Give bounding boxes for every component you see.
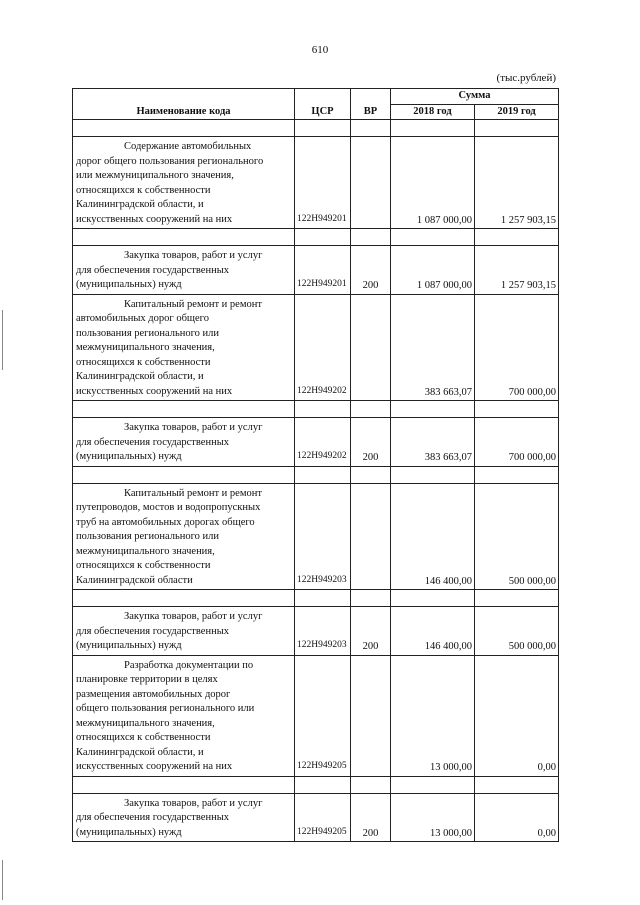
csr-cell: 122Н949201 — [295, 246, 351, 295]
spacer-cell — [73, 776, 295, 793]
spacer-cell — [475, 776, 559, 793]
sum-2019-cell: 0,00 — [475, 793, 559, 842]
sum-2019-cell: 1 257 903,15 — [475, 137, 559, 229]
code-name-line: относящихся к собственности — [76, 184, 211, 196]
csr-cell: 122Н949205 — [295, 793, 351, 842]
sum-2018-cell: 13 000,00 — [391, 793, 475, 842]
units-label: (тыс.рублей) — [496, 72, 556, 84]
spacer-row — [73, 120, 559, 137]
spacer-cell — [295, 776, 351, 793]
code-name-line: Калининградской области, и — [76, 199, 204, 210]
sum-2018-cell: 146 400,00 — [391, 483, 475, 590]
header-2019: 2019 год — [475, 104, 559, 120]
spacer-cell — [295, 466, 351, 483]
sum-2019-cell: 700 000,00 — [475, 418, 559, 467]
spacer-row — [73, 466, 559, 483]
spacer-cell — [351, 466, 391, 483]
spacer-cell — [351, 776, 391, 793]
sum-2019-cell: 500 000,00 — [475, 607, 559, 656]
sum-2018-cell: 1 087 000,00 — [391, 246, 475, 295]
header-vr: ВР — [351, 89, 391, 120]
spacer-cell — [391, 466, 475, 483]
code-name-line: пользования регионального или — [76, 531, 220, 542]
budget-table — [72, 88, 559, 842]
table-row — [73, 246, 559, 295]
code-name-line: Содержание автомобильных — [124, 141, 252, 152]
spacer-cell — [475, 401, 559, 418]
vr-cell: 200 — [351, 607, 391, 656]
spacer-cell — [391, 120, 475, 137]
spacer-cell — [295, 120, 351, 137]
table-body — [73, 120, 559, 842]
csr-cell: 122Н949202 — [295, 294, 351, 401]
header-name: Наименование кода — [73, 89, 295, 120]
code-name-line: автомобильных дорог общего — [76, 313, 209, 324]
csr-cell: 122Н949203 — [295, 483, 351, 590]
header-sum: Сумма — [391, 89, 559, 105]
table-row — [73, 137, 559, 229]
table-row — [73, 655, 559, 776]
sum-2018-cell: 383 663,07 — [391, 418, 475, 467]
spacer-cell — [73, 229, 295, 246]
code-name-line: Закупка товаров, работ и услуг — [124, 250, 263, 261]
spacer-cell — [475, 120, 559, 137]
spacer-cell — [295, 229, 351, 246]
spacer-cell — [351, 120, 391, 137]
code-name-line: планировке территории в целях — [76, 674, 218, 685]
code-name-cell — [73, 418, 295, 467]
code-name-line: относящихся к собственности — [76, 732, 211, 743]
code-name-line: Закупка товаров, работ и услуг — [124, 611, 263, 622]
sum-2018-cell: 146 400,00 — [391, 607, 475, 656]
vr-cell — [351, 294, 391, 401]
sum-2018-cell: 13 000,00 — [391, 655, 475, 776]
code-name-line: Капитальный ремонт и ремонт — [124, 298, 262, 310]
code-name-line: Капитальный ремонт и ремонт — [124, 487, 262, 499]
spacer-cell — [73, 120, 295, 137]
spacer-cell — [475, 229, 559, 246]
spacer-cell — [73, 466, 295, 483]
page-number: 610 — [311, 44, 329, 56]
spacer-cell — [391, 776, 475, 793]
code-name-cell — [73, 246, 295, 295]
code-name-line: искусственных сооружений на них — [76, 761, 233, 772]
code-name-line: труб на автомобильных дорогах общего — [76, 516, 255, 528]
code-name-line: для обеспечения государственных — [76, 812, 229, 823]
table-row — [73, 483, 559, 590]
table-row — [73, 793, 559, 842]
code-name-line: общего пользования регионального или — [76, 703, 255, 714]
spacer-cell — [351, 401, 391, 418]
spacer-cell — [475, 590, 559, 607]
code-name-line: межмуниципального значения, — [76, 342, 215, 353]
spacer-cell — [73, 590, 295, 607]
code-name-cell — [73, 483, 295, 590]
code-name-line: (муниципальных) нужд — [76, 451, 182, 462]
code-name-line: межмуниципального значения, — [76, 545, 215, 557]
code-name-line: относящихся к собственности — [76, 356, 211, 368]
code-name-line: пользования регионального или — [76, 327, 220, 339]
spacer-cell — [391, 229, 475, 246]
code-name-line: путепроводов, мостов и водопропускных — [76, 502, 261, 513]
header-csr: ЦСР — [295, 89, 351, 120]
code-name-line: межмуниципального значения, — [76, 717, 215, 729]
vr-cell — [351, 655, 391, 776]
sum-2018-cell: 1 087 000,00 — [391, 137, 475, 229]
code-name-line: Разработка документации по — [124, 659, 254, 671]
code-name-line: или межмуниципального значения, — [76, 170, 234, 181]
code-name-cell — [73, 607, 295, 656]
spacer-cell — [295, 590, 351, 607]
spacer-row — [73, 590, 559, 607]
spacer-cell — [351, 590, 391, 607]
code-name-line: для обеспечения государственных — [76, 264, 229, 276]
code-name-cell — [73, 793, 295, 842]
code-name-line: дорог общего пользования регионального — [76, 155, 264, 167]
csr-cell: 122Н949202 — [295, 418, 351, 467]
sum-2019-cell: 1 257 903,15 — [475, 246, 559, 295]
sum-2019-cell: 700 000,00 — [475, 294, 559, 401]
sum-2019-cell: 500 000,00 — [475, 483, 559, 590]
code-name-line: для обеспечения государственных — [76, 436, 229, 448]
spacer-cell — [73, 401, 295, 418]
code-name-line: (муниципальных) нужд — [76, 279, 182, 290]
code-name-line: размещения автомобильных дорог — [76, 688, 231, 700]
spacer-cell — [391, 401, 475, 418]
vr-cell: 200 — [351, 246, 391, 295]
vr-cell: 200 — [351, 793, 391, 842]
vr-cell: 200 — [351, 418, 391, 467]
header-2018: 2018 год — [391, 104, 475, 120]
code-name-line: Калининградской области, и — [76, 746, 204, 758]
code-name-line: Калининградской области, и — [76, 371, 204, 382]
vr-cell — [351, 137, 391, 229]
table-row — [73, 294, 559, 401]
code-name-line: относящихся к собственности — [76, 560, 211, 571]
code-name-line: (муниципальных) нужд — [76, 640, 182, 651]
code-name-cell — [73, 655, 295, 776]
spacer-cell — [391, 590, 475, 607]
spacer-cell — [475, 466, 559, 483]
spacer-row — [73, 229, 559, 246]
code-name-line: Калининградской области — [76, 574, 193, 586]
csr-cell: 122Н949205 — [295, 655, 351, 776]
scan-margin-mark — [2, 310, 3, 370]
code-name-cell — [73, 294, 295, 401]
spacer-row — [73, 776, 559, 793]
table-header — [73, 89, 559, 120]
code-name-line: Закупка товаров, работ и услуг — [124, 422, 263, 433]
code-name-cell — [73, 137, 295, 229]
code-name-line: Закупка товаров, работ и услуг — [124, 797, 263, 809]
csr-cell: 122Н949203 — [295, 607, 351, 656]
sum-2018-cell: 383 663,07 — [391, 294, 475, 401]
spacer-cell — [295, 401, 351, 418]
spacer-cell — [351, 229, 391, 246]
code-name-line: искусственных сооружений на них — [76, 213, 233, 225]
vr-cell — [351, 483, 391, 590]
table-row — [73, 418, 559, 467]
table-row — [73, 607, 559, 656]
spacer-row — [73, 401, 559, 418]
code-name-line: для обеспечения государственных — [76, 625, 229, 637]
code-name-line: (муниципальных) нужд — [76, 826, 182, 838]
scan-margin-mark — [2, 860, 3, 900]
code-name-line: искусственных сооружений на них — [76, 385, 233, 397]
csr-cell: 122Н949201 — [295, 137, 351, 229]
sum-2019-cell: 0,00 — [475, 655, 559, 776]
